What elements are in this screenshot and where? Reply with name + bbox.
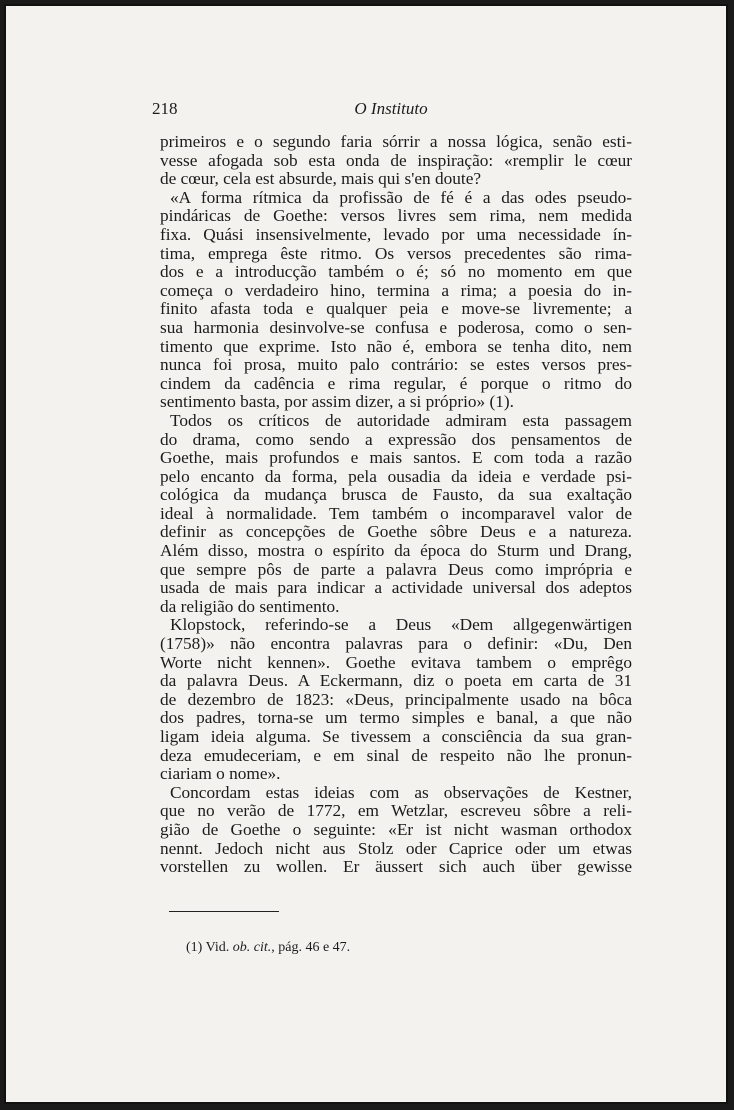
text-line: deza emudeceriam, e em sinal de respeito não lhe pronun- [160,745,632,765]
text-line: de dezembro de 1823: «Deus, principalmente usado na bôca [160,689,632,709]
text-line: usada de mais para indicar a actividade universal dos adeptos [160,578,632,598]
text-line: «A forma rítmica da profissão de fé é a das odes pseudo- [170,187,632,207]
page-header [152,99,630,125]
text-line: cológica da mudança brusca de Fausto, da sua exaltação [160,485,632,505]
footnote-prefix: (1) Vid. [186,940,233,955]
text-line: gião de Goethe o seguinte: «Er ist nicht wasman orthodox [160,819,632,839]
text-line: Concordam estas ideias com as observações de Kestner, [170,782,632,802]
footnote-suffix: , pág. 46 e 47. [271,940,351,955]
page-number: 218 [152,99,178,118]
text-line: da palavra Deus. A Eckermann, diz o poeta em carta de 31 [160,671,632,691]
text-line: ciariam o nome». [160,764,281,784]
text-line: dos e a introducção também o é; só no momento em que [160,262,632,282]
text-line: fixa. Quási insensivelmente, levado por uma necessidade ín- [160,224,632,244]
text-line: que sempre pôs de parte a palavra Deus como imprópria e [160,559,632,579]
text-line: da religião do sentimento. [160,596,340,616]
text-line: tima, emprega êste ritmo. Os versos precedentes são rima- [160,243,632,263]
book-page [4,4,728,1104]
text-line: do drama, como sendo a expressão dos pensamentos de [160,429,632,449]
text-line: pindáricas de Goethe: versos livres sem rima, nem medida [160,206,632,226]
body-text [160,133,632,877]
text-line: Todos os críticos de autoridade admiram esta passagem [170,410,632,430]
text-line: sua harmonia desinvolve-se confusa e poderosa, como o sen- [160,317,632,337]
text-line: de cœur, cela est absurde, mais qui s'en doute? [160,169,482,189]
text-line: sentimento basta, por assim dizer, a si próprio» (1). [160,392,514,412]
text-line: vesse afogada sob esta onda de inspiração: «remplir le cœur [160,150,632,170]
text-line: ideal à normalidade. Tem também o incomparavel valor de [160,503,632,523]
text-line: cindem da cadência e rima regular, é porque o ritmo do [160,373,632,393]
text-line: nunca foi prosa, muito palo contrário: se estes versos pres- [160,355,632,375]
text-line: nennt. Jedoch nicht aus Stolz oder Caprice oder um etwas [160,838,632,858]
text-line: Worte nicht kennen». Goethe evitava tambem o emprêgo [160,652,632,672]
text-line: Klopstock, referindo-se a Deus «Dem allgegenwärtigen [170,615,632,635]
text-line: dos padres, torna-se um termo simples e banal, a que não [160,708,632,728]
running-title: O Instituto [354,99,428,118]
text-line: finito afasta toda e qualquer peia e move-se livremente; a [160,299,632,319]
footnote-divider [169,911,279,912]
text-line: começa o verdadeiro hino, termina a rima; a poesia do in- [160,280,632,300]
text-line: primeiros e o segundo faria sórrir a nossa lógica, senão esti- [160,132,632,151]
text-line: ligam ideia alguma. Se tivessem a consciência da sua gran- [160,727,632,746]
text-line: Além disso, mostra o espírito da época do Sturm und Drang, [160,541,632,561]
text-line: (1758)» não encontra palavras para o definir: «Du, Den [160,634,632,654]
text-line: que no verão de 1772, em Wetzlar, escreveu sôbre a reli- [160,801,632,821]
text-line: Goethe, mais profundos e mais santos. E com toda a razão [160,448,632,468]
text-line: timento que exprime. Isto não é, embora se tenha dito, nem [160,336,632,356]
text-line: vorstellen zu wollen. Er äussert sich auch über gewisse [160,857,632,877]
text-line: pelo encanto da forma, pela ousadia da ideia e verdade psi- [160,466,632,486]
text-line: definir as concepções de Goethe sôbre Deus e a natureza. [160,522,632,542]
footnote [186,940,350,956]
footnote-italic: ob. cit. [232,940,272,955]
